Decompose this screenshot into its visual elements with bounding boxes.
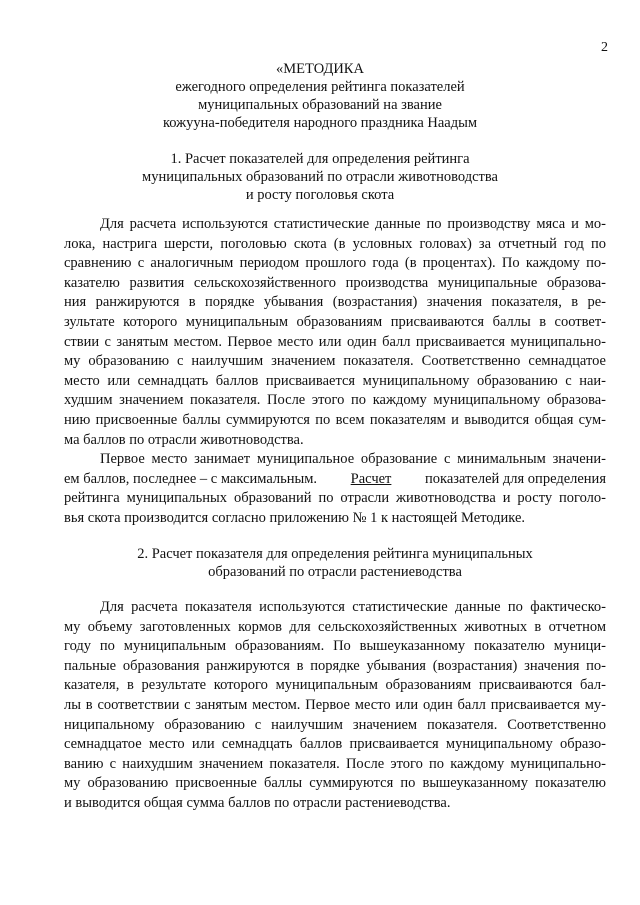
text-line: нию присвоенные баллы суммируются по всем показателям и выводится общая сум- — [64, 411, 606, 428]
heading-line: 1. Расчет показателей для определения рейтинга — [170, 151, 470, 167]
title-line: муниципальных образований на звание — [198, 97, 442, 113]
text-line: лока, настрига шерсти, поголовью скота (в условных головах) за отчетный год по — [64, 235, 606, 252]
text-line: му образованию присвоенные баллы суммируются по вышеуказанному показателю — [64, 775, 606, 792]
document-title — [0, 60, 640, 132]
text-fragment: показателей для определения — [425, 470, 606, 487]
text-line: зультате которого муниципальным образованиям присваиваются баллы в соответ- — [64, 313, 606, 330]
text-line: му образованию с наилучшим значением показателя. Соответственно семнадцатое — [64, 353, 606, 370]
section2-heading — [64, 545, 606, 581]
text-line: лы в соответствии с занятым местом. Первое место или один балл присваивается му- — [64, 696, 606, 713]
heading-line: и росту поголовья скота — [245, 187, 395, 203]
heading-line: образований по отрасли растениеводства — [208, 564, 462, 580]
section1-heading — [0, 150, 640, 204]
text-line: му объему заготовленных кормов для сельскохозяйственных животных в отчетном — [64, 618, 606, 635]
heading-line: муниципальных образований по отрасли животноводства — [142, 169, 498, 185]
section1-paragraph1 — [64, 215, 606, 450]
section2-paragraph — [64, 598, 606, 814]
text-line: казателю развития сельскохозяйственного производства муниципальные образова- — [64, 274, 606, 291]
text-line: году по муниципальным образованиям. По вышеуказанному показателю муници- — [64, 638, 606, 655]
text-fragment: ем баллов, последнее – с максимальным. — [64, 470, 318, 487]
text-line: ниципальному образованию с наилучшим значением показателя. Соответственно — [64, 716, 606, 733]
text-line: сравнению с аналогичным периодом прошлого года (в процентах). По каждому по- — [64, 255, 606, 272]
text-line: место или семнадцать баллов присваивается муниципальному образованию с наи- — [64, 372, 606, 389]
text-line: пальные образования ранжируются в порядке убывания (возрастания) значения по- — [64, 657, 606, 674]
heading-line: 2. Расчет показателя для определения рейтинга муниципальных — [137, 546, 533, 562]
text-line: ствии с занятым местом. Первое место или один балл присваивается муниципально- — [64, 333, 606, 350]
text-line: Для расчета показателя используются статистические данные по фактическо- — [100, 599, 606, 615]
text-line: рейтинга муниципальных образований по отрасли животноводства и росту поголо- — [64, 490, 606, 507]
title-line: «МЕТОДИКА — [276, 61, 364, 77]
text-line: казателя, в результате которого муниципальным образованиям присваиваются бал- — [64, 677, 606, 694]
page-number: 2 — [601, 40, 608, 55]
text-line: Первое место занимает муниципальное образование с минимальным значени- — [100, 451, 606, 467]
text-line: худшим значением показателя. После этого по каждому муниципальному образова- — [64, 392, 606, 409]
text-line: семнадцатое место или семнадцать баллов присваивается муниципальному образо- — [64, 736, 606, 753]
text-line: ванию с наихудшим значением показателя. После этого по каждому муниципально- — [64, 755, 606, 772]
text-line: вья скота производится согласно приложению № 1 к настоящей Методике. — [64, 509, 526, 526]
text-line: и выводится общая сумма баллов по отрасли растениеводства. — [64, 794, 451, 811]
raschet-link[interactable]: Расчет — [350, 470, 392, 487]
text-line: Для расчета используются статистические данные по производству мяса и мо- — [100, 216, 606, 232]
title-line: кожууна-победителя народного праздника Наадым — [162, 115, 478, 131]
title-line: ежегодного определения рейтинга показателей — [175, 79, 465, 95]
text-line-with-link — [64, 470, 606, 490]
text-line: ния ранжируются в порядке убывания (возрастания) значения показателя, в ре- — [64, 294, 606, 311]
text-line: ма баллов по отрасли животноводства. — [64, 431, 304, 448]
section1-paragraph2 — [64, 450, 606, 528]
